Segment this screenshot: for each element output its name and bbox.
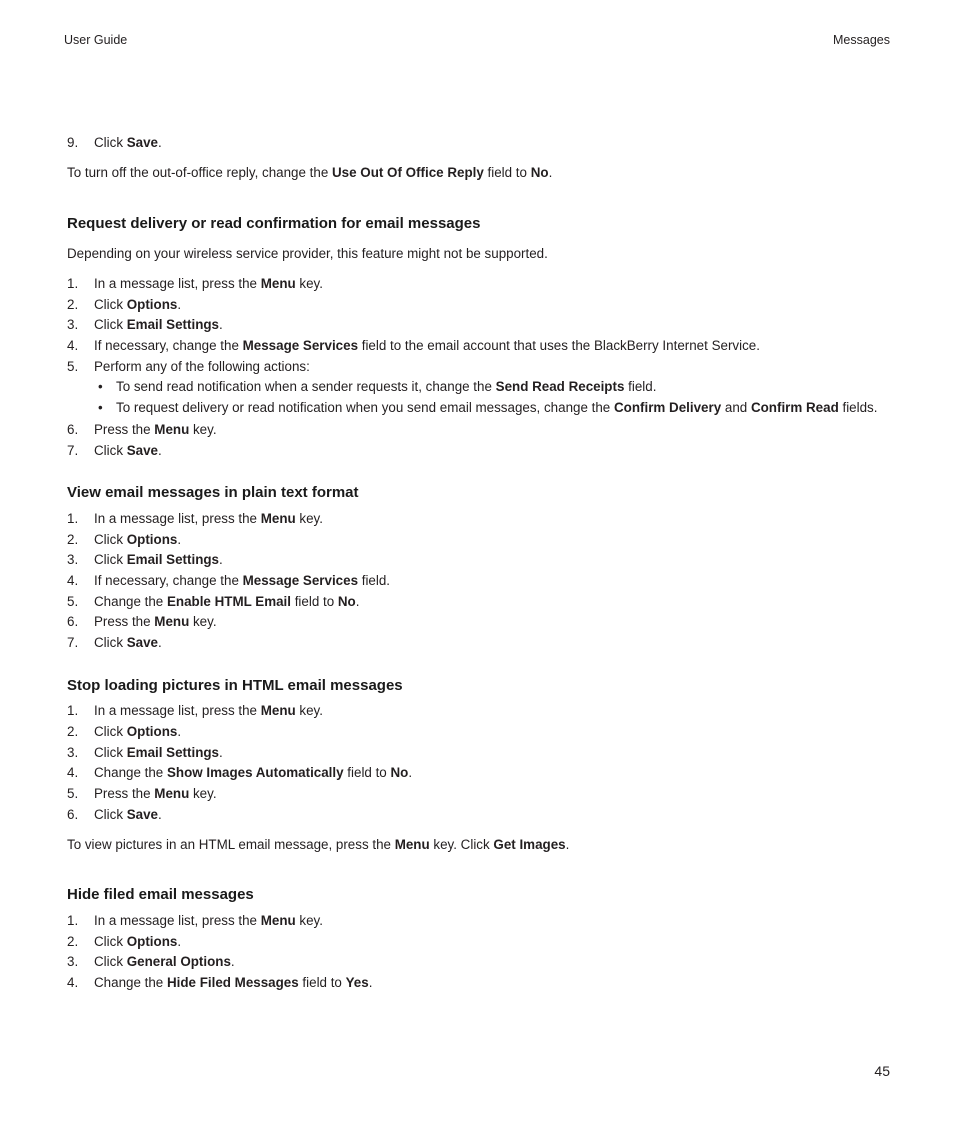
header-section: Messages <box>833 33 890 47</box>
section-heading-read-confirmation: Request delivery or read confirmation for email messages <box>67 215 481 232</box>
get-images-note: To view pictures in an HTML email message, press the Menu key. Click Get Images. <box>67 837 570 852</box>
bullet-icon: • <box>98 400 103 415</box>
header-title: User Guide <box>64 33 128 47</box>
section-heading-plain-text: View email messages in plain text format <box>67 484 359 501</box>
section-intro: Depending on your wireless service provider, this feature might not be supported. <box>67 246 548 261</box>
section-heading-pictures: Stop loading pictures in HTML email messages <box>67 677 403 694</box>
page-number: 45 <box>874 1063 890 1079</box>
out-of-office-paragraph: To turn off the out-of-office reply, change the Use Out Of Office Reply field to No. <box>67 165 553 180</box>
bullet-icon: • <box>98 379 103 394</box>
section-heading-hide-filed: Hide filed email messages <box>67 886 254 903</box>
